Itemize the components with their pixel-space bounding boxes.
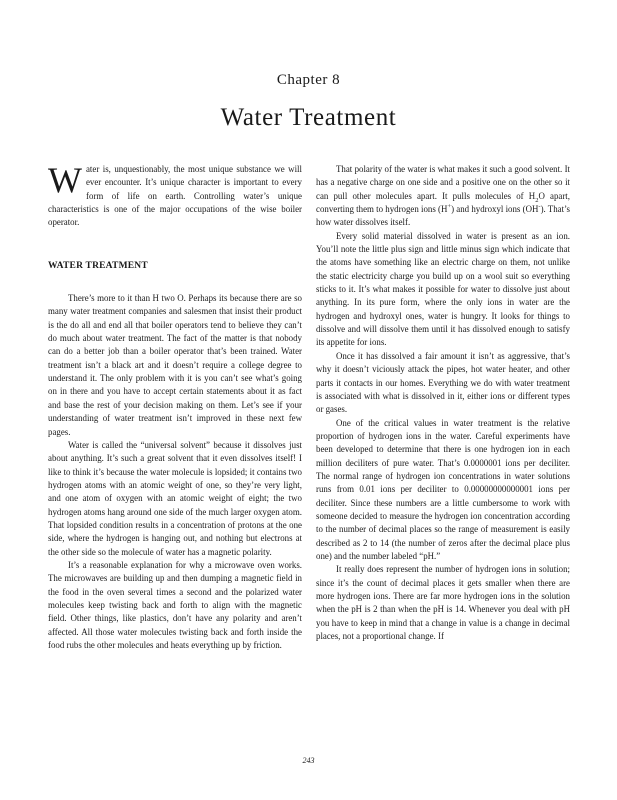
body-paragraph: It’s a reasonable explanation for why a microwave oven works. The microwaves are building up and then dumping a magnetic field in the food in the oven several times a second and the polarized water molecules keep twisting back and forth to align with the magnetic field. Other things, like plastics, don’t have any polarity and aren’t affected. All those water molecules twisting back and forth inside the food rubs the other molecules and heats everything up by friction. [48,559,302,650]
right-column [316,163,570,643]
chapter-label: Chapter 8 [276,72,341,88]
intro-paragraph [48,160,302,230]
drop-cap: W [48,160,82,200]
body-paragraph: There’s more to it than H two O. Perhaps its because there are so many water treatment companies and salesmen that insist their product is the do all and end all that boiler operators tend to believe they can’t do much about water treatment. The fact of the matter is that nobody can do a better job than a boiler operator that’s been trained. Water treatment isn’t a black art and it doesn’t require a college degree to understand it. The only problem with it is you can’t see what’s going on in there and you have to accept certain statements about it as fact and base the rest of your decision making on them. Let’s see if your understanding of water treatment isn’t improved in these next few pages. [48,293,302,437]
body-paragraph: Every solid material dissolved in water is present as an ion. You’ll note the little plus sign and little minus sign which indicate that the atoms have something like an electric charge on them, not unlike the static electricity charge you build up on a wool suit so everything sticks to it. It’s what makes it possible for water to dissolve just about anything. In its pure form, where the only ions in water are the hydrogen and hydroxyl ones, water is hungry. It looks for things to dissolve and will dissolve them until it has dissolved enough to satisfy its appetite for ions. [316,230,570,348]
left-column [48,160,302,652]
superscript: + [447,203,452,211]
subscript: 2 [535,196,539,204]
body-paragraph: One of the critical values in water treatment is the relative proportion of hydrogen ions in the water. Careful experiments have been developed to determine that there is one hydrogen ion in each million deciliters of pure water. That’s 0.0000001 ions per deciliter. The normal range of hydrogen ion concentrations in water solutions runs from 0.01 ions per deciliter to 0.00000000000001 ions per deciliter. Since these numbers are a little cumbersome to work with someone decided to measure the hydrogen ion concentration according to the number of decimal places so the range of measurement is easily described as 2 to 14 (the number of zeros after the decimal place plus one) and the number labeled “pH.” [316,417,570,561]
intro-text: ater is, unquestionably, the most unique substance we will ever encounter. It’s unique character is important to every form of life on earth. Controlling water’s unique characteristics is one of the major occupations of the wise boiler operator. [48,164,302,228]
section-heading: WATER TREATMENT [48,260,148,271]
text-run: That polarity of the water is what makes it such a good solvent. It has a negative charge on one side and a positive one on the other so it can pull other molecules apart. It pulls molecules of H [316,164,570,201]
body-paragraph [316,163,570,230]
body-paragraph: Once it has dissolved a fair amount it isn’t as aggressive, that’s why it doesn’t viciously attack the pipes, hot water heater, and other parts it contacts in our homes. Everything we do with water treatment is associated with what is dissolved in it, either ions or different types or gases. [316,350,570,415]
body-paragraph: Water is called the “universal solvent” because it dissolves just about anything. It’s such a great solvent that it even dissolves itself! I like to think it’s because the water molecule is lopsided; it contains two hydrogen atoms with an atomic weight of one, so they’re very light, and one atom of oxygen with an atomic weight of eight; the two hydrogen atoms hang around one side of the much larger oxygen atom. That lopsided condition results in a concentration of protons at the one side, where the hydrogen is hanging out, and nothing but electrons at the other side so the molecule of water has a magnetic polarity. [48,439,302,557]
superscript: - [538,203,541,211]
text-run: ). That’s how water dissolves itself. [316,204,570,228]
chapter-title: Water Treatment [220,104,397,131]
page-number: 243 [302,756,315,765]
body-paragraph: It really does represent the number of hydrogen ions in solution; since it’s the count of decimal places it gets smaller when there are more hydrogen ions. There are far more hydrogen ions in the solution when the pH is 2 than when the pH is 14. Whenever you deal with pH you have to keep in mind that a change in value is a change in decimal places, not a proportional change. If [316,564,570,642]
text-run: ) and hydroxyl ions (OH [451,204,539,215]
text-run: O apart, converting them to hydrogen ions (H [316,190,570,215]
